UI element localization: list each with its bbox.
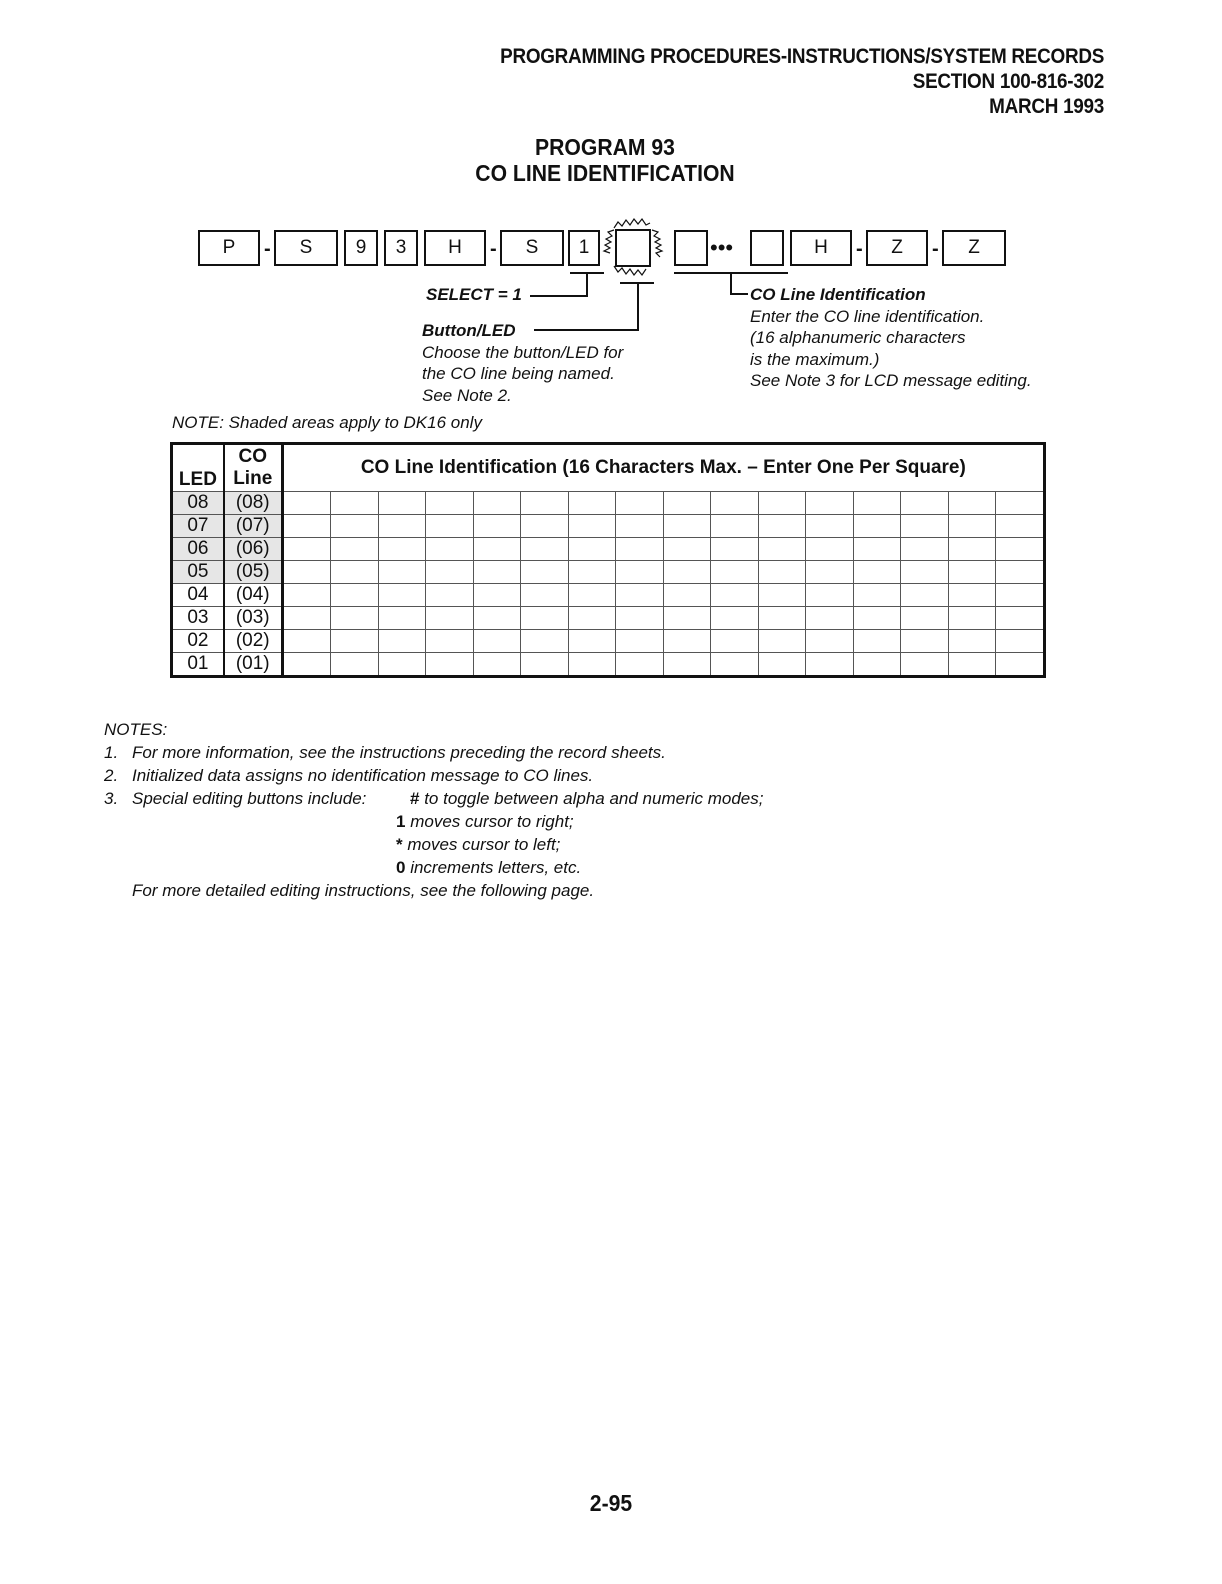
character-cell[interactable]: [473, 584, 521, 607]
record-table: [170, 442, 1046, 678]
led-cell: 01: [172, 653, 224, 677]
table-row: [172, 515, 1045, 538]
character-cell[interactable]: [901, 607, 949, 630]
character-cell[interactable]: [521, 492, 569, 515]
character-cell[interactable]: [616, 538, 664, 561]
col-led-header: LED: [172, 444, 224, 492]
character-cell[interactable]: [853, 538, 901, 561]
character-cell[interactable]: [282, 538, 331, 561]
character-cell[interactable]: [521, 607, 569, 630]
select-bracket: [586, 272, 588, 296]
character-cell[interactable]: [758, 584, 806, 607]
character-cell[interactable]: [996, 584, 1045, 607]
character-cell[interactable]: [948, 561, 996, 584]
table-row: [172, 492, 1045, 515]
character-cell[interactable]: [282, 492, 331, 515]
character-cell[interactable]: [901, 561, 949, 584]
led-cell: 06: [172, 538, 224, 561]
character-cell[interactable]: [853, 492, 901, 515]
character-cell[interactable]: [331, 630, 379, 653]
dash: -: [490, 238, 497, 260]
character-cell[interactable]: [758, 538, 806, 561]
character-cell[interactable]: [853, 584, 901, 607]
character-cell[interactable]: [806, 630, 854, 653]
character-cell[interactable]: [901, 653, 949, 677]
character-cell[interactable]: [948, 538, 996, 561]
character-cell[interactable]: [996, 492, 1045, 515]
coid-label: CO Line Identification Enter the CO line identification. (16 alphanumeric characters is the maximum.) See Note 3 for LCD message editing.: [750, 285, 1032, 390]
key-p: P: [198, 230, 260, 266]
character-cell[interactable]: [996, 653, 1045, 677]
character-cell[interactable]: [948, 630, 996, 653]
co-line-cell: (05): [224, 561, 282, 584]
button-led-label: Button/LED Choose the button/LED for the CO line being named. See Note 2.: [422, 321, 624, 405]
character-cell[interactable]: [853, 630, 901, 653]
table-row: [172, 584, 1045, 607]
key-s: S: [274, 230, 338, 266]
header-date: MARCH 1993: [989, 95, 1104, 118]
character-cell[interactable]: [711, 492, 759, 515]
character-cell[interactable]: [331, 492, 379, 515]
edit-star: * moves cursor to left;: [396, 835, 561, 854]
character-cell[interactable]: [568, 630, 616, 653]
character-cell[interactable]: [282, 561, 331, 584]
select-leader: [530, 295, 588, 297]
col-co-header: CO Line: [224, 444, 282, 492]
co-line-cell: (07): [224, 515, 282, 538]
button-led-burst-icon: [602, 214, 664, 282]
co-line-cell: (03): [224, 607, 282, 630]
table-row: [172, 538, 1045, 561]
character-cell[interactable]: [758, 515, 806, 538]
button-led-title: Button/LED: [422, 321, 516, 340]
running-header: [500, 44, 1104, 119]
key-h: H: [424, 230, 486, 266]
select-label: SELECT = 1: [426, 285, 522, 304]
character-cell[interactable]: [996, 538, 1045, 561]
led-cell: 04: [172, 584, 224, 607]
table-row: [172, 561, 1045, 584]
character-cell[interactable]: [473, 538, 521, 561]
character-cell[interactable]: [616, 492, 664, 515]
co-line-cell: (04): [224, 584, 282, 607]
character-cell[interactable]: [711, 653, 759, 677]
character-cell[interactable]: [426, 653, 474, 677]
character-cell[interactable]: [521, 538, 569, 561]
program-number: PROGRAM 93: [535, 134, 675, 160]
character-cell[interactable]: [711, 515, 759, 538]
note-2: 2. Initialized data assigns no identification message to CO lines.: [104, 766, 594, 785]
character-cell[interactable]: [996, 607, 1045, 630]
key-h2: H: [790, 230, 852, 266]
co-line-cell: (02): [224, 630, 282, 653]
character-cell[interactable]: [996, 630, 1045, 653]
character-cell[interactable]: [853, 653, 901, 677]
character-cell[interactable]: [378, 515, 426, 538]
character-cell[interactable]: [331, 584, 379, 607]
header-title: PROGRAMMING PROCEDURES-INSTRUCTIONS/SYSTEM RECORDS: [500, 45, 1104, 68]
character-cell[interactable]: [473, 653, 521, 677]
character-cell[interactable]: [948, 492, 996, 515]
table-row: [172, 607, 1045, 630]
character-cell[interactable]: [426, 561, 474, 584]
character-cell[interactable]: [758, 630, 806, 653]
table-body: [172, 492, 1045, 677]
character-cell[interactable]: [996, 515, 1045, 538]
character-cell[interactable]: [568, 515, 616, 538]
character-cell[interactable]: [282, 607, 331, 630]
character-cell[interactable]: [378, 607, 426, 630]
program-title: [48, 134, 1161, 186]
character-cell[interactable]: [901, 515, 949, 538]
character-cell[interactable]: [378, 630, 426, 653]
character-cell[interactable]: [663, 515, 711, 538]
character-cell[interactable]: [426, 492, 474, 515]
character-cell[interactable]: [853, 607, 901, 630]
character-cell[interactable]: [426, 538, 474, 561]
note-1: 1. For more information, see the instructions preceding the record sheets.: [104, 743, 666, 762]
character-cell[interactable]: [948, 653, 996, 677]
co-line-cell: (06): [224, 538, 282, 561]
key-s2: S: [500, 230, 564, 266]
character-cell[interactable]: [711, 538, 759, 561]
character-cell[interactable]: [711, 630, 759, 653]
character-cell[interactable]: [426, 607, 474, 630]
character-cell[interactable]: [711, 607, 759, 630]
character-cell[interactable]: [426, 630, 474, 653]
character-cell[interactable]: [948, 584, 996, 607]
character-cell[interactable]: [711, 584, 759, 607]
character-cell[interactable]: [282, 515, 331, 538]
character-cell[interactable]: [473, 630, 521, 653]
character-cell[interactable]: [663, 630, 711, 653]
character-cell[interactable]: [331, 561, 379, 584]
character-cell[interactable]: [473, 561, 521, 584]
character-cell[interactable]: [426, 584, 474, 607]
character-cell[interactable]: [568, 561, 616, 584]
header-section: SECTION 100-816-302: [912, 70, 1104, 93]
key-z2: Z: [942, 230, 1006, 266]
table-row: [172, 653, 1045, 677]
character-cell[interactable]: [521, 653, 569, 677]
led-cell: 03: [172, 607, 224, 630]
character-cell[interactable]: [901, 584, 949, 607]
led-cell: 08: [172, 492, 224, 515]
character-cell[interactable]: [521, 561, 569, 584]
character-cell[interactable]: [758, 561, 806, 584]
dash: -: [264, 238, 271, 260]
button-bracket: [637, 282, 639, 330]
character-cell[interactable]: [568, 538, 616, 561]
character-cell[interactable]: [473, 607, 521, 630]
character-cell[interactable]: [282, 653, 331, 677]
character-cell[interactable]: [806, 584, 854, 607]
character-cell[interactable]: [378, 584, 426, 607]
character-cell[interactable]: [663, 653, 711, 677]
note-tail: For more detailed editing instructions, see the following page.: [132, 881, 595, 900]
character-cell[interactable]: [806, 538, 854, 561]
co-line-cell: (01): [224, 653, 282, 677]
led-cell: 07: [172, 515, 224, 538]
key-3: 3: [384, 230, 418, 266]
character-cell[interactable]: [331, 515, 379, 538]
character-cell[interactable]: [853, 515, 901, 538]
character-cell[interactable]: [568, 607, 616, 630]
character-cell[interactable]: [711, 561, 759, 584]
character-cell[interactable]: [282, 630, 331, 653]
character-cell[interactable]: [758, 492, 806, 515]
coid-title: CO Line Identification: [750, 285, 926, 304]
character-cell[interactable]: [282, 584, 331, 607]
character-cell[interactable]: [806, 515, 854, 538]
character-cell[interactable]: [378, 538, 426, 561]
character-cell[interactable]: [996, 561, 1045, 584]
edit-0: 0 increments letters, etc.: [396, 858, 582, 877]
key-blank-last: [750, 230, 784, 266]
character-cell[interactable]: [426, 515, 474, 538]
coid-bracket: [730, 272, 732, 294]
character-cell[interactable]: [663, 538, 711, 561]
led-cell: 05: [172, 561, 224, 584]
character-cell[interactable]: [616, 653, 664, 677]
ellipsis: •••: [710, 235, 734, 260]
character-cell[interactable]: [378, 653, 426, 677]
character-cell[interactable]: [758, 607, 806, 630]
character-cell[interactable]: [521, 515, 569, 538]
col-id-header: CO Line Identification (16 Characters Max. – Enter One Per Square): [282, 444, 1044, 492]
character-cell[interactable]: [806, 607, 854, 630]
character-cell[interactable]: [473, 492, 521, 515]
character-cell[interactable]: [806, 561, 854, 584]
key-1: 1: [568, 230, 600, 266]
edit-1: 1 moves cursor to right;: [396, 812, 574, 831]
character-cell[interactable]: [901, 630, 949, 653]
key-z: Z: [866, 230, 928, 266]
character-cell[interactable]: [948, 515, 996, 538]
character-cell[interactable]: [663, 561, 711, 584]
character-cell[interactable]: [663, 584, 711, 607]
character-cell[interactable]: [758, 653, 806, 677]
key-blank: [674, 230, 708, 266]
key-9: 9: [344, 230, 378, 266]
co-line-cell: (08): [224, 492, 282, 515]
character-cell[interactable]: [378, 561, 426, 584]
program-name: CO LINE IDENTIFICATION: [475, 160, 735, 186]
character-cell[interactable]: [568, 653, 616, 677]
edit-hash: # to toggle between alpha and numeric modes;: [410, 789, 764, 808]
note-3: 3. Special editing buttons include:: [104, 789, 367, 808]
character-cell[interactable]: [331, 538, 379, 561]
character-cell[interactable]: [616, 515, 664, 538]
character-cell[interactable]: [473, 515, 521, 538]
character-cell[interactable]: [901, 492, 949, 515]
character-cell[interactable]: [331, 607, 379, 630]
character-cell[interactable]: [948, 607, 996, 630]
notes: [104, 718, 763, 902]
page-number: 2-95: [589, 1490, 633, 1516]
coid-leader: [730, 293, 748, 295]
character-cell[interactable]: [806, 653, 854, 677]
dash: -: [932, 238, 939, 260]
character-cell[interactable]: [663, 607, 711, 630]
dash: -: [856, 238, 863, 260]
character-cell[interactable]: [378, 492, 426, 515]
character-cell[interactable]: [616, 607, 664, 630]
table-row: [172, 630, 1045, 653]
character-cell[interactable]: [568, 584, 616, 607]
character-cell[interactable]: [901, 538, 949, 561]
notes-title: NOTES:: [104, 720, 168, 739]
character-cell[interactable]: [331, 653, 379, 677]
led-cell: 02: [172, 630, 224, 653]
character-cell[interactable]: [616, 561, 664, 584]
character-cell[interactable]: [663, 492, 711, 515]
character-cell[interactable]: [521, 584, 569, 607]
character-cell[interactable]: [568, 492, 616, 515]
character-cell[interactable]: [853, 561, 901, 584]
character-cell[interactable]: [616, 630, 664, 653]
character-cell[interactable]: [521, 630, 569, 653]
character-cell[interactable]: [616, 584, 664, 607]
shade-note: NOTE: Shaded areas apply to DK16 only: [172, 413, 482, 432]
character-cell[interactable]: [806, 492, 854, 515]
